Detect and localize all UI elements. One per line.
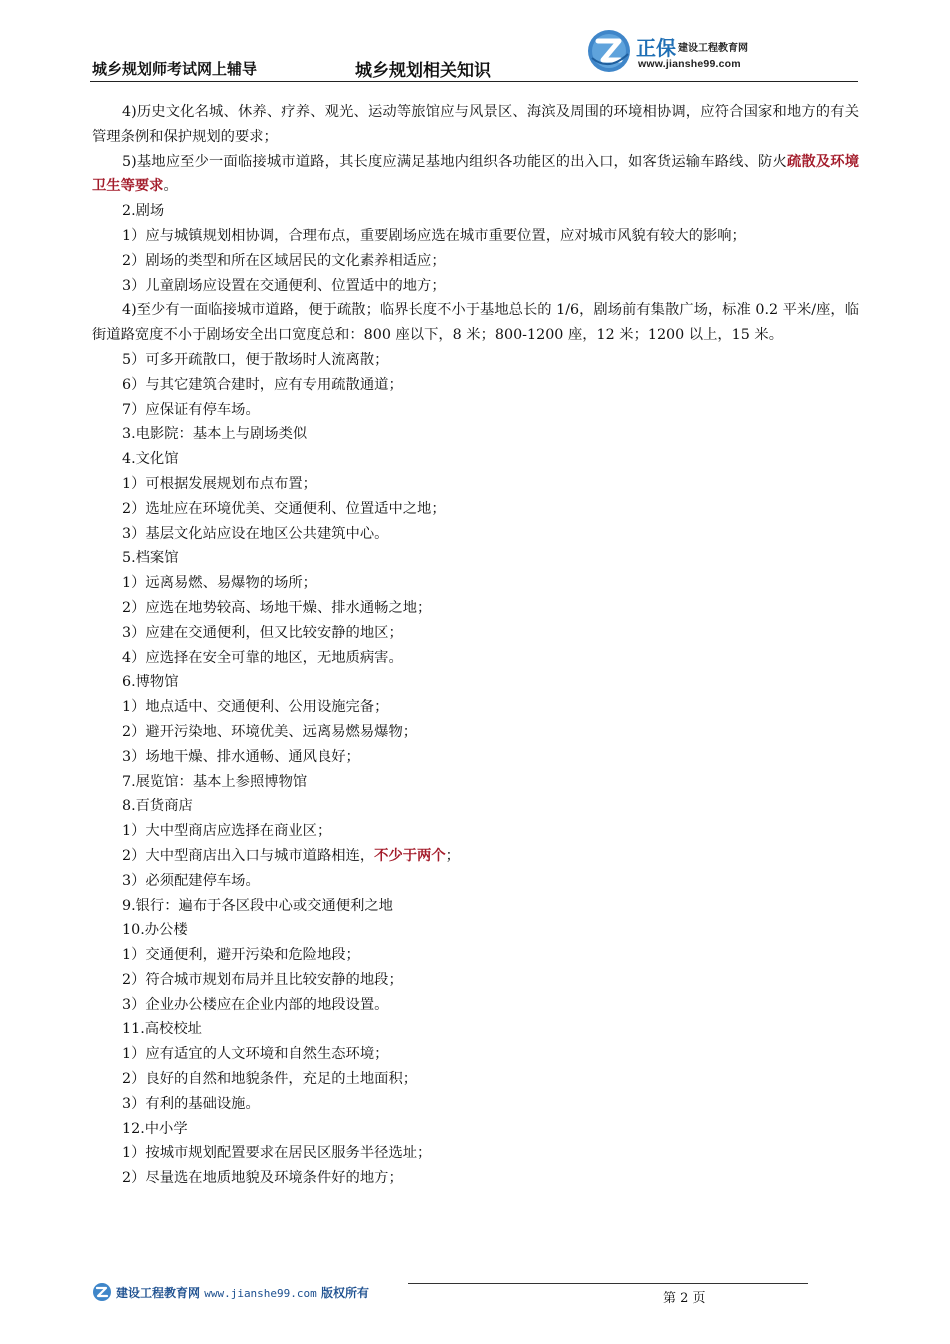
highlighted-text: 疏散及环境卫生等要求 xyxy=(92,153,860,195)
header-divider xyxy=(90,81,858,82)
footer-divider xyxy=(408,1283,808,1284)
list-item: 1）应有适宜的人文环境和自然生态环境； xyxy=(122,1046,389,1063)
list-item: 2）剧场的类型和所在区域居民的文化素养相适应； xyxy=(122,252,446,269)
section-heading: 2.剧场 xyxy=(122,203,165,220)
brand-url[interactable]: www.jianshe99.com xyxy=(638,58,741,70)
paragraph: 5)基地应至少一面临接城市道路，其长度应满足基地内组织各功能区的出入口，如客货运输车路线、防火疏散及环境卫生等要求。 xyxy=(92,153,860,195)
list-item: 1）远离易燃、易爆物的场所； xyxy=(122,575,317,592)
list-item: 3）必须配建停车场。 xyxy=(122,872,260,889)
list-item: 1）交通便利，避开污染和危险地段； xyxy=(122,947,360,964)
list-item: 3）企业办公楼应在企业内部的地段设置。 xyxy=(122,996,389,1013)
brand-subtitle: 建设工程教育网 xyxy=(678,43,748,54)
section-heading: 12.中小学 xyxy=(122,1120,188,1137)
list-item: 3）有利的基础设施。 xyxy=(122,1095,260,1112)
footer-site-url[interactable]: www.jianshe99.com xyxy=(204,1287,317,1300)
list-item: 2）避开污染地、环境优美、远离易燃易爆物； xyxy=(122,723,418,740)
subject-title: 城乡规划相关知识 xyxy=(355,61,491,81)
list-item: 2）符合城市规划布局并且比较安静的地段； xyxy=(122,971,403,988)
list-item: 2）选址应在环境优美、交通便利、位置适中之地； xyxy=(122,500,446,517)
section-heading: 8.百货商店 xyxy=(122,798,193,815)
list-item: 1）按城市规划配置要求在居民区服务半径选址； xyxy=(122,1145,432,1162)
list-item: 7）应保证有停车场。 xyxy=(122,401,260,418)
section-heading: 7.展览馆：基本上参照博物馆 xyxy=(122,773,308,790)
paragraph: 4)历史文化名城、休养、疗养、观光、运动等旅馆应与风景区、海滨及周围的环境相协调，应符合国家和地方的有关管理条例和保护规划的要求； xyxy=(92,104,859,145)
list-item: 3）场地干燥、排水通畅、通风良好； xyxy=(122,748,360,765)
section-heading: 3.电影院：基本上与剧场类似 xyxy=(122,426,308,443)
list-item: 1）可根据发展规划布点布置； xyxy=(122,475,317,492)
list-item: 2）良好的自然和地貌条件，充足的土地面积； xyxy=(122,1071,418,1088)
list-item: 2）大中型商店出入口与城市道路相连，不少于两个； xyxy=(122,847,460,864)
section-heading: 5.档案馆 xyxy=(122,550,179,567)
footer-site-info xyxy=(116,1284,369,1301)
list-item: 4)至少有一面临接城市道路，便于疏散；临界长度不小于基地总长的 1/6，剧场前有集散广场，标准 0.2 平米/座，临街道路宽度不小于剧场安全出口宽度总和：800 座以下，8 米；800-1200 座，12 米；1200 以上，15 米。 xyxy=(92,302,859,344)
list-item: 3）应建在交通便利，但又比较安静的地区； xyxy=(122,624,403,641)
section-heading: 6.博物馆 xyxy=(122,674,179,691)
section-heading: 4.文化馆 xyxy=(122,451,179,468)
page-header xyxy=(0,0,950,84)
zhengbao-z-logo-icon xyxy=(586,28,632,74)
list-item: 3）基层文化站应设在地区公共建筑中心。 xyxy=(122,525,389,542)
footer-site-name: 建设工程教育网 xyxy=(116,1286,201,1300)
section-heading: 9.银行：遍布于各区段中心或交通便利之地 xyxy=(122,897,393,914)
document-body xyxy=(92,100,859,1191)
list-item: 3）儿童剧场应设置在交通便利、位置适中的地方； xyxy=(122,277,446,294)
page-number: 第 2 页 xyxy=(663,1291,706,1306)
site-globe-icon xyxy=(92,1282,112,1302)
brand-name: 正保 xyxy=(636,36,676,60)
footer-rights: 版权所有 xyxy=(320,1286,369,1300)
list-item: 1）地点适中、交通便利、公用设施完备； xyxy=(122,699,389,716)
section-heading: 11.高校校址 xyxy=(122,1021,202,1038)
section-heading: 10.办公楼 xyxy=(122,922,188,939)
highlighted-text: 不少于两个 xyxy=(374,847,446,864)
list-item: 5）可多开疏散口，便于散场时人流离散； xyxy=(122,351,389,368)
list-item: 2）应选在地势较高、场地干燥、排水通畅之地； xyxy=(122,599,432,616)
page-footer xyxy=(0,1270,950,1330)
course-title: 城乡规划师考试网上辅导 xyxy=(92,60,258,78)
list-item: 1）大中型商店应选择在商业区； xyxy=(122,823,332,840)
list-item: 4）应选择在安全可靠的地区，无地质病害。 xyxy=(122,649,403,666)
brand-logo[interactable] xyxy=(586,28,776,80)
list-item: 1）应与城镇规划相协调，合理布点，重要剧场应选在城市重要位置，应对城市风貌有较大的影响； xyxy=(122,227,746,244)
list-item: 2）尽量选在地质地貌及环境条件好的地方； xyxy=(122,1170,403,1187)
list-item: 6）与其它建筑合建时，应有专用疏散通道； xyxy=(122,376,403,393)
